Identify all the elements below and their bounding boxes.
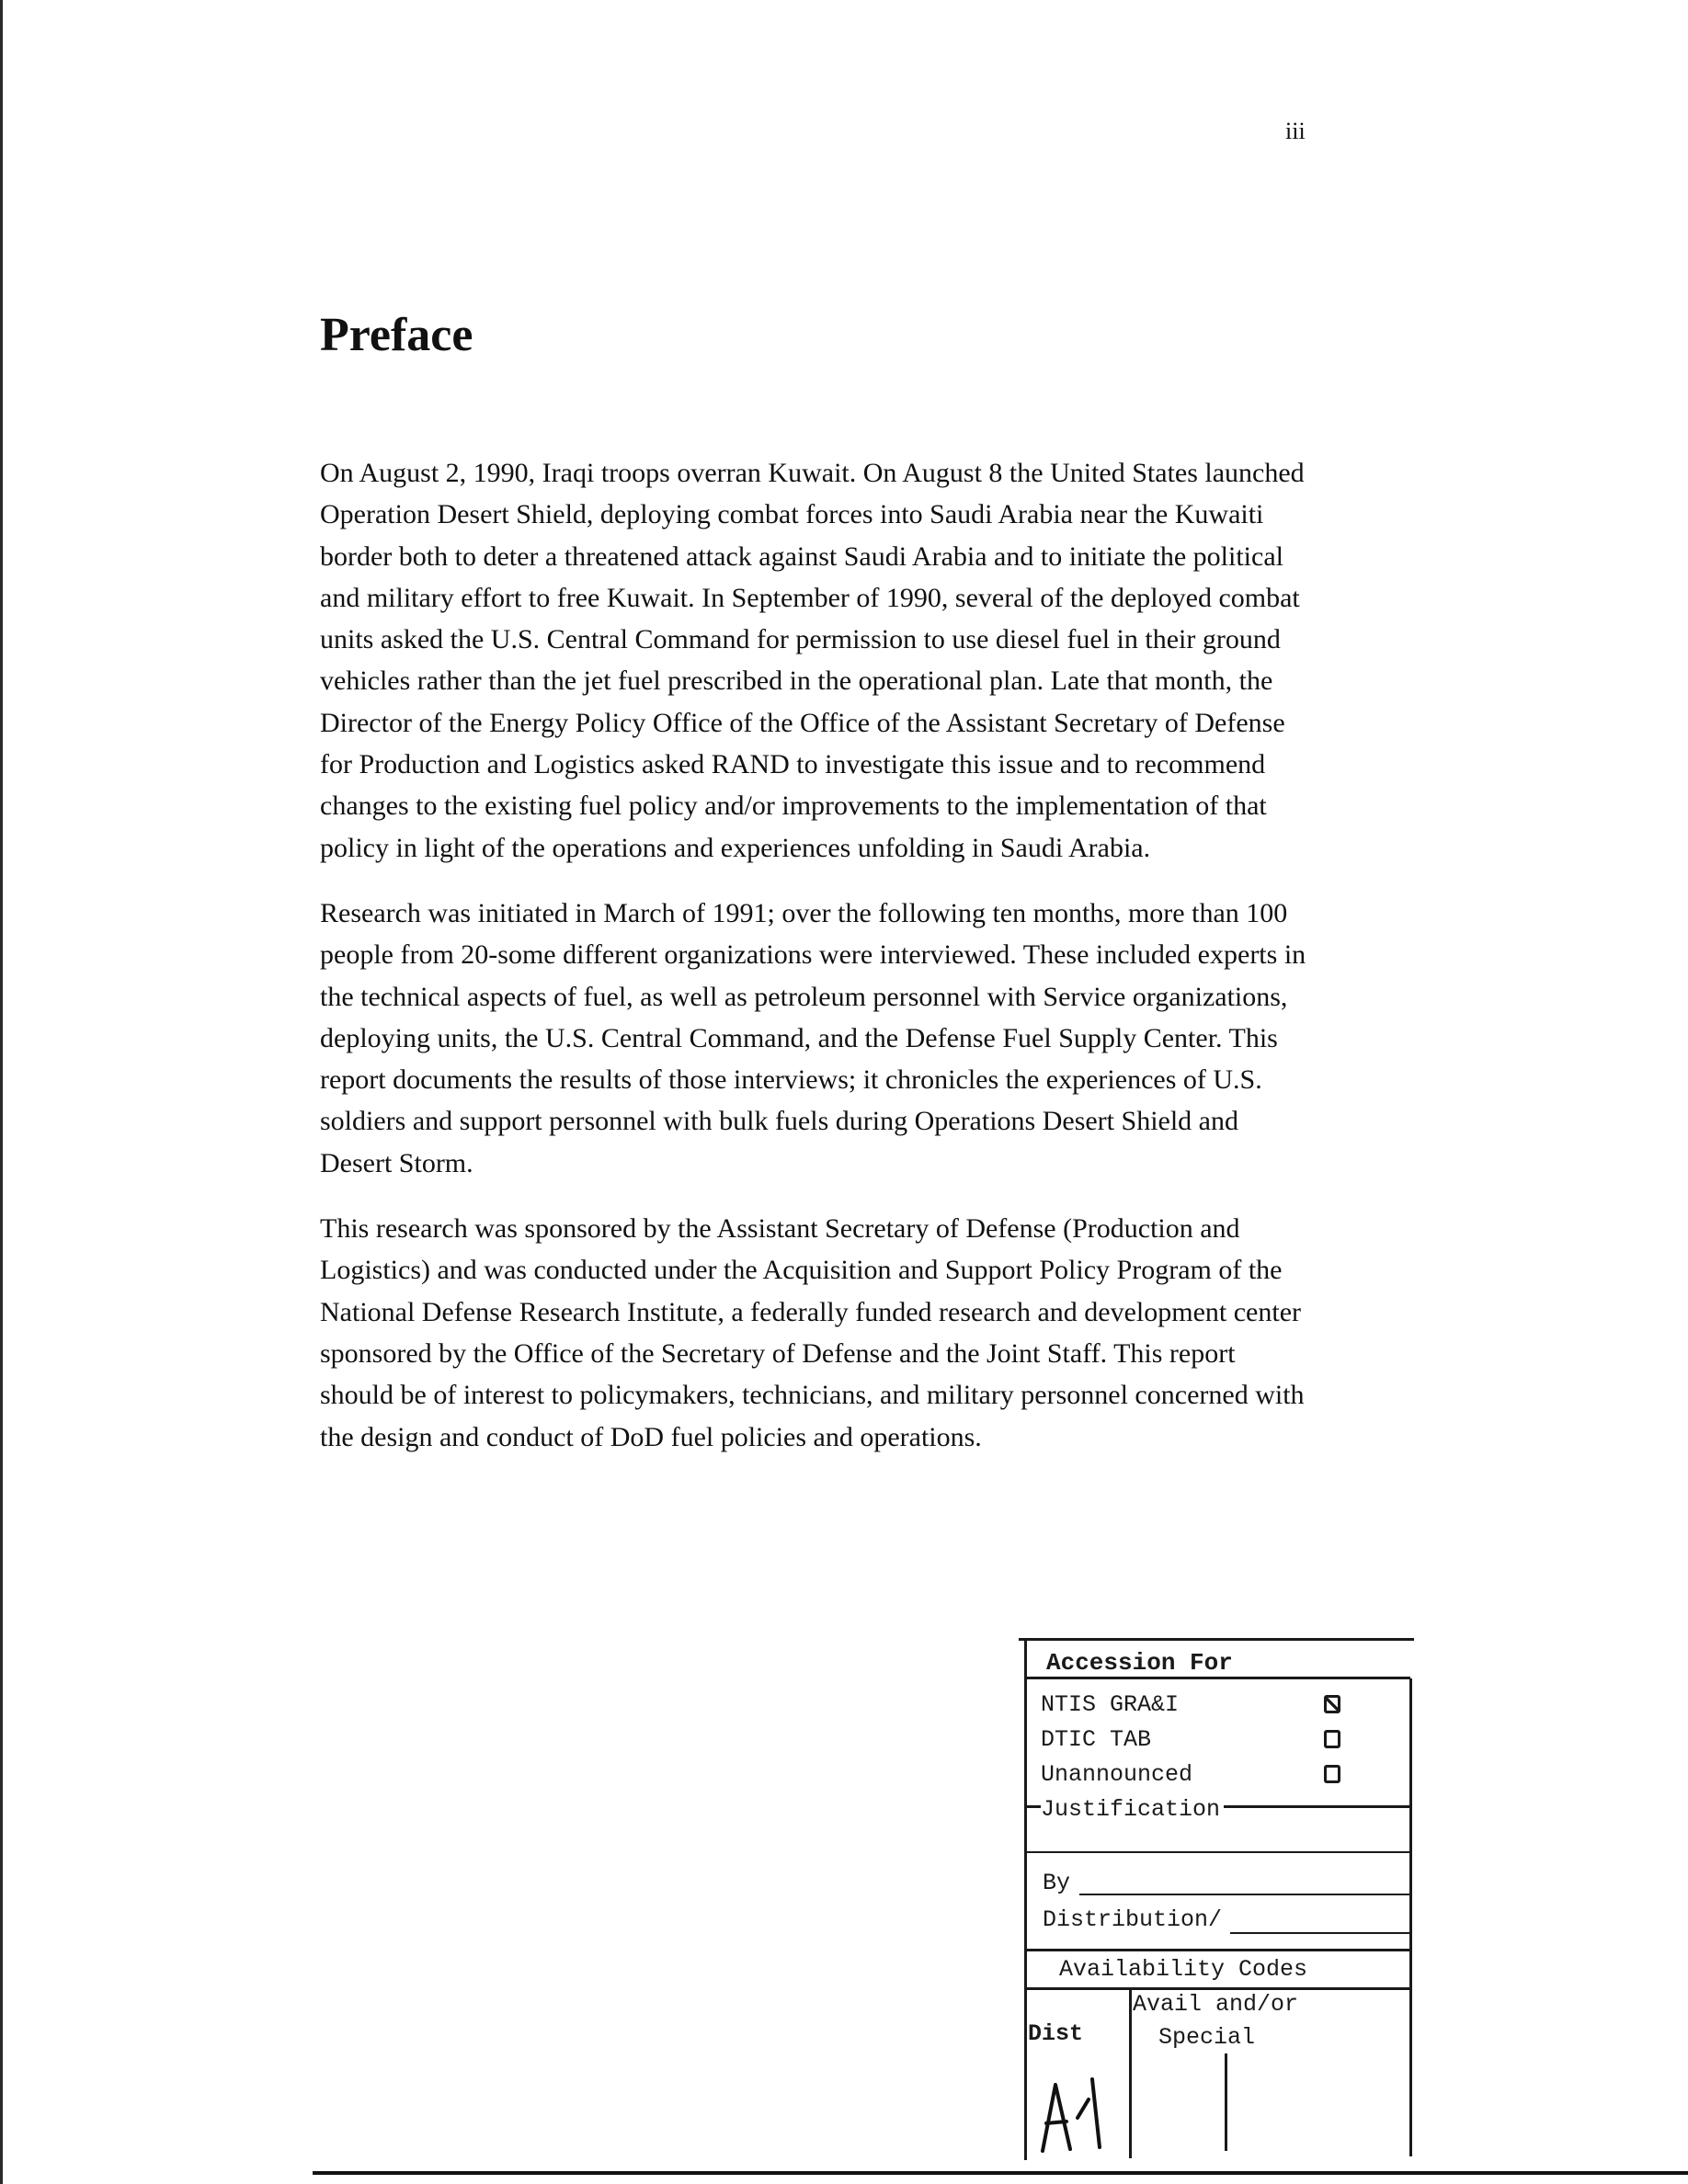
- by-label: By: [1043, 1870, 1071, 1896]
- paragraph: Research was initiated in March of 1991; over the following ten months, more than 100 people from 20-some different organizations were interviewed. These included experts in the technical aspects of fuel, as well as petroleum personnel with Service organizations, deploying units, the U.S. Central Command, and the Defense Fuel Supply Center. This report documents the results of those interviews; it chronicles the experiences of U.S. soldiers and support personnel with bulk fuels during Operations Desert Shield and Desert Storm.: [320, 897, 1306, 1178]
- by-underline: [1079, 1894, 1410, 1895]
- accession-title: Accession For: [1046, 1649, 1233, 1677]
- justification-label: Justification: [1041, 1796, 1224, 1823]
- stamp-right-rule: [1409, 1678, 1412, 2156]
- checked-checkbox-icon: [1324, 1695, 1340, 1713]
- stamp-rule-blank: [1024, 1851, 1410, 1853]
- stamp-rule-distribution: [1024, 1949, 1410, 1951]
- stamp-rule-special-column: [1225, 2053, 1227, 2151]
- accession-form-stamp: [1019, 1638, 1416, 2171]
- page-number: iii: [1285, 118, 1306, 144]
- accession-row-label: Unannounced: [1041, 1761, 1193, 1788]
- availability-label: Availability Codes: [1059, 1956, 1308, 1983]
- dist-label: Dist: [1028, 2020, 1084, 2047]
- stamp-rule-dist-column: [1129, 1987, 1132, 2158]
- avail-label: Avail and/or: [1133, 1991, 1299, 2018]
- accession-row-label: NTIS GRA&I: [1041, 1691, 1180, 1718]
- scan-bottom-edge: [313, 2171, 1688, 2175]
- paragraph: This research was sponsored by the Assistant Secretary of Defense (Production and Logistics) and was conducted under the Acquisition and Support Policy Program of the National Defense Research Institute, a federally funded research and development center sponsored by the Office of the Secretary of Defense and the Joint Staff. This report should be of interest to policymakers, technicians, and military personnel concerned with the design and conduct of DoD fuel policies and operations.: [320, 1213, 1305, 1452]
- scan-left-edge: [0, 0, 3, 2184]
- distribution-underline: [1230, 1932, 1410, 1934]
- body-text: [320, 452, 1307, 1482]
- paragraph: On August 2, 1990, Iraqi troops overran Kuwait. On August 8 the United States launched Operation Desert Shield, deploying combat forces into Saudi Arabia near the Kuwaiti border both to deter a threatened attack against Saudi Arabia and to initiate the political and military effort to free Kuwait. In September of 1990, several of the deployed combat units asked the U.S. Central Command for permission to use diesel fuel in their ground vehicles rather than the jet fuel prescribed in the operational plan. Late that month, the Director of the Energy Policy Office of the Office of the Assistant Secretary of Defense for Production and Logistics asked RAND to investigate this issue and to recommend changes to the existing fuel policy and/or improvements to the implementation of that policy in light of the operations and experiences unfolding in Saudi Arabia.: [320, 458, 1305, 863]
- stamp-left-rule: [1024, 1640, 1027, 2160]
- checkbox-icon: [1324, 1765, 1340, 1783]
- accession-row-label: DTIC TAB: [1041, 1726, 1152, 1753]
- stamp-rule-title: [1024, 1677, 1410, 1679]
- handwritten-signature: [1035, 2063, 1118, 2155]
- stamp-rule-availability: [1024, 1987, 1410, 1990]
- stamp-top-rule: [1019, 1638, 1414, 1641]
- special-label: Special: [1158, 2024, 1256, 2051]
- checkbox-icon: [1324, 1730, 1340, 1748]
- distribution-label: Distribution/: [1043, 1906, 1223, 1933]
- page-title: Preface: [320, 309, 473, 361]
